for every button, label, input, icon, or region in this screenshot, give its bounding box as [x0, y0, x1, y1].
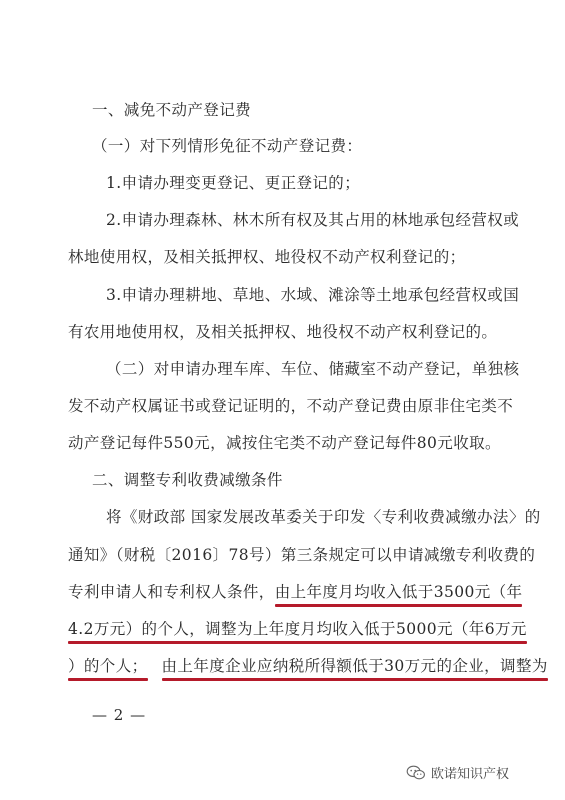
paragraph-line: 动产登记每件550元，减按住宅类不动产登记每件80元收取。 — [68, 434, 501, 452]
line-text: 专利申请人和专利权人条件， — [68, 583, 275, 601]
paragraph-line — [68, 656, 548, 676]
paragraph-line — [68, 619, 527, 639]
highlighted-text: 由上年度月均收入低于3500元（年 — [275, 582, 523, 602]
highlighted-text: 由上年度企业应纳税所得额低于30万元的企业，调整为 — [162, 656, 548, 676]
paragraph-line: （二）对申请办理车库、车位、储藏室不动产登记，单独核 — [106, 360, 520, 378]
paragraph-line: 1.申请办理变更登记、更正登记的； — [106, 174, 361, 192]
paragraph-line: 通知》（财税〔2016〕78号）第三条规定可以申请减缴专利收费的 — [68, 546, 536, 564]
paragraph-line: 3.申请办理耕地、草地、水域、滩涂等土地承包经营权或国 — [106, 286, 520, 304]
red-underline — [275, 604, 523, 607]
wechat-icon — [406, 765, 426, 781]
highlighted-text: ）的个人； — [68, 656, 148, 676]
subsection-heading-1: （一）对下列情形免征不动产登记费： — [92, 137, 363, 155]
watermark — [406, 763, 509, 782]
page-number: — 2 — — [92, 706, 147, 724]
paragraph-line: 林地使用权，及相关抵押权、地役权不动产权利登记的； — [68, 248, 466, 266]
paragraph-line: 发不动产权属证书或登记证明的，不动产登记费由原非住宅类不 — [68, 397, 514, 415]
red-underline — [68, 678, 148, 681]
section-heading-2: 二、调整专利收费减缴条件 — [92, 471, 283, 489]
watermark-text: 欧诺知识产权 — [431, 767, 510, 782]
highlighted-text: 4.2万元）的个人，调整为上年度月均收入低于5000元（年6万元 — [68, 619, 527, 639]
paragraph-line: 有农用地使用权，及相关抵押权、地役权不动产权利登记的。 — [68, 323, 498, 341]
paragraph-line: 将《财政部 国家发展改革委关于印发〈专利收费减缴办法〉的 — [106, 508, 541, 526]
section-heading-1: 一、减免不动产登记费 — [92, 101, 252, 119]
paragraph-line — [68, 582, 522, 602]
paragraph-line: 2.申请办理森林、林木所有权及其占用的林地承包经营权或 — [106, 211, 520, 229]
red-underline — [162, 678, 548, 681]
red-underline — [68, 641, 527, 644]
